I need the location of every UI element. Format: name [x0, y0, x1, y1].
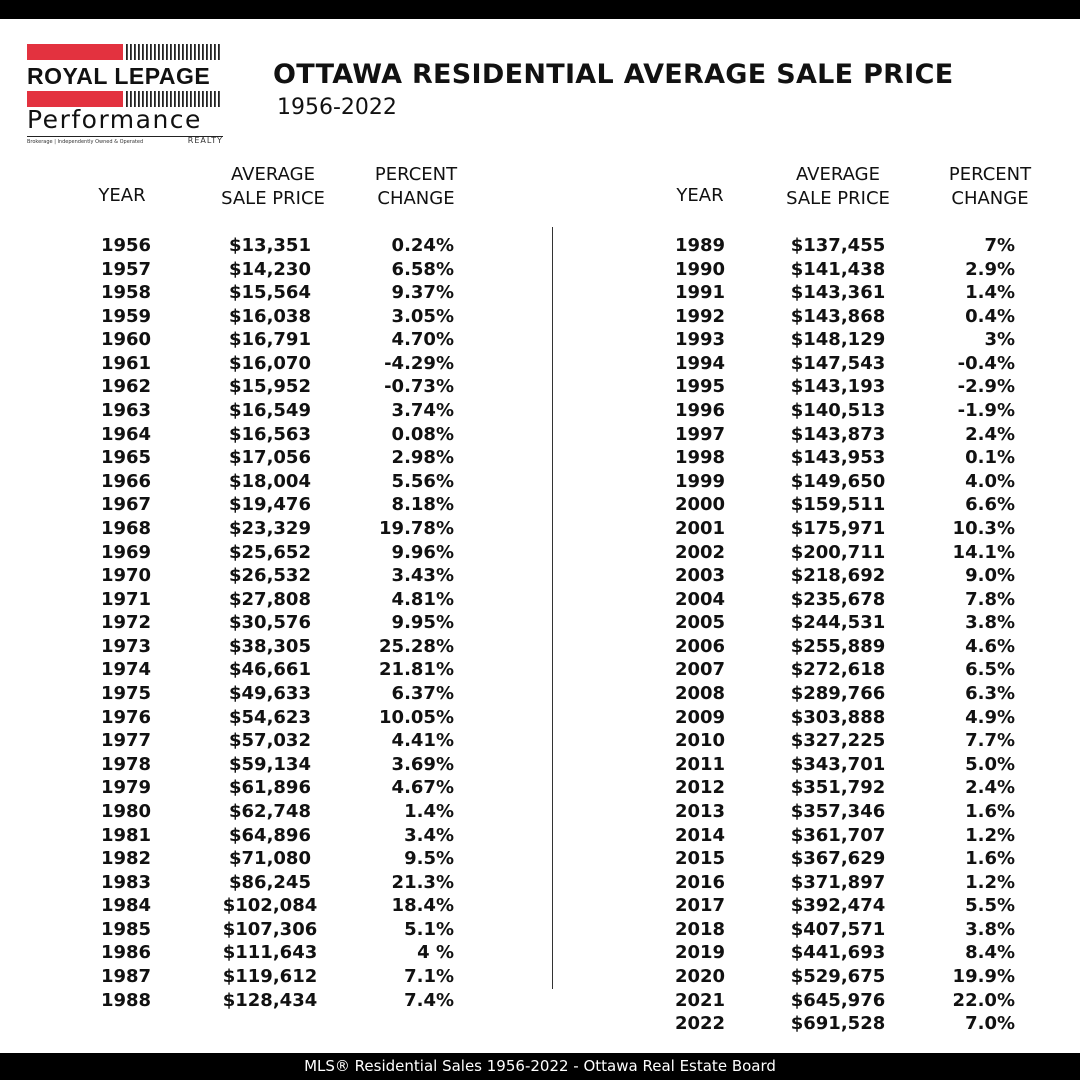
change-cell: 6.3% — [965, 683, 1015, 705]
year-cell: 2019 — [674, 942, 726, 964]
year-cell: 1964 — [100, 423, 152, 445]
price-cell: $18,004 — [229, 470, 311, 492]
price-cell: $49,633 — [229, 683, 311, 705]
change-cell: 0.08% — [391, 423, 454, 445]
price-cell: $143,873 — [790, 423, 886, 445]
change-cell: 4 % — [417, 942, 454, 964]
change-cell: 8.18% — [391, 494, 454, 516]
year-cell: 1966 — [100, 470, 152, 492]
year-cell: 2010 — [674, 730, 726, 752]
change-cell: 19.9% — [952, 965, 1015, 987]
change-cell: -4.29% — [384, 352, 454, 374]
year-cell: 1998 — [674, 447, 726, 469]
change-cell: 3.4% — [404, 824, 454, 846]
year-cell: 2012 — [674, 777, 726, 799]
change-cell: 2.4% — [965, 423, 1015, 445]
year-cell: 2007 — [674, 659, 726, 681]
change-cell: 6.58% — [391, 258, 454, 280]
header-year: YEAR — [98, 185, 146, 206]
change-cell: -1.9% — [957, 400, 1015, 422]
price-cell: $140,513 — [790, 400, 886, 422]
change-cell: 7.8% — [965, 588, 1015, 610]
year-cell: 2006 — [674, 635, 726, 657]
year-cell: 1999 — [674, 470, 726, 492]
change-cell: 1.4% — [965, 282, 1015, 304]
logo-tagline: Brokerage | Independently Owned & Operated — [27, 139, 144, 145]
price-cell: $200,711 — [790, 541, 886, 563]
price-cell: $38,305 — [229, 635, 311, 657]
price-cell: $17,056 — [229, 447, 311, 469]
change-cell: 5.56% — [391, 470, 454, 492]
change-cell: 3.74% — [391, 400, 454, 422]
year-cell: 2008 — [674, 683, 726, 705]
price-cell: $86,245 — [229, 871, 311, 893]
price-cell: $141,438 — [790, 258, 886, 280]
change-cell: 3.8% — [965, 918, 1015, 940]
year-cell: 2002 — [674, 541, 726, 563]
year-cell: 2000 — [674, 494, 726, 516]
page-title: OTTAWA RESIDENTIAL AVERAGE SALE PRICE — [273, 59, 954, 90]
year-cell: 1973 — [100, 635, 152, 657]
change-cell: 3% — [984, 329, 1015, 351]
year-cell: 1986 — [100, 942, 152, 964]
year-cell: 2018 — [674, 918, 726, 940]
change-cell: 6.5% — [965, 659, 1015, 681]
price-cell: $371,897 — [790, 871, 886, 893]
year-cell: 1959 — [100, 305, 152, 327]
year-cell: 1979 — [100, 777, 152, 799]
change-cell: 9.5% — [404, 848, 454, 870]
price-cell: $23,329 — [229, 517, 311, 539]
year-cell: 1991 — [674, 282, 726, 304]
change-cell: 4.6% — [965, 635, 1015, 657]
price-cell: $143,868 — [790, 305, 886, 327]
change-cell: 7.7% — [965, 730, 1015, 752]
year-cell: 2004 — [674, 588, 726, 610]
change-cell: 14.1% — [952, 541, 1015, 563]
change-cell: 22.0% — [952, 989, 1015, 1011]
price-cell: $147,543 — [790, 352, 886, 374]
price-cell: $27,808 — [229, 588, 311, 610]
change-cell: 9.0% — [965, 565, 1015, 587]
price-cell: $16,549 — [229, 400, 311, 422]
logo-brand: ROYAL LEPAGE — [27, 63, 211, 89]
change-cell: 0.24% — [391, 235, 454, 256]
year-cell: 1990 — [674, 258, 726, 280]
year-cell: 1970 — [100, 565, 152, 587]
page-subtitle: 1956-2022 — [277, 95, 397, 120]
price-cell: $16,070 — [229, 352, 311, 374]
price-cell: $14,230 — [229, 258, 311, 280]
year-cell: 1956 — [100, 235, 152, 256]
price-cell: $26,532 — [229, 565, 311, 587]
change-cell: 4.41% — [391, 730, 454, 752]
price-cell: $128,434 — [222, 989, 318, 1011]
logo-barcode — [126, 44, 223, 60]
change-cell: 6.37% — [391, 683, 454, 705]
change-cell: 1.2% — [965, 871, 1015, 893]
change-cell: 1.4% — [404, 800, 454, 822]
year-cell: 1992 — [674, 305, 726, 327]
change-cell: 3.05% — [391, 305, 454, 327]
price-cell: $148,129 — [790, 329, 886, 351]
price-cell: $645,976 — [790, 989, 886, 1011]
year-cell: 2009 — [674, 706, 726, 728]
price-cell: $57,032 — [229, 730, 311, 752]
year-cell: 1996 — [674, 400, 726, 422]
change-cell: 3.69% — [391, 753, 454, 775]
change-cell: 19.78% — [379, 517, 454, 539]
change-cell: 4.67% — [391, 777, 454, 799]
price-cell: $244,531 — [790, 612, 886, 634]
footer-bar — [0, 1053, 1080, 1080]
price-cell: $15,952 — [229, 376, 311, 398]
year-cell: 2015 — [674, 848, 726, 870]
year-cell: 1982 — [100, 848, 152, 870]
price-cell: $16,563 — [229, 423, 311, 445]
year-cell: 2014 — [674, 824, 726, 846]
footer-source: MLS® Residential Sales 1956-2022 - Ottawa Real Estate Board — [304, 1057, 776, 1075]
year-cell: 2003 — [674, 565, 726, 587]
change-cell: 2.98% — [391, 447, 454, 469]
logo-realty: REALTY — [187, 136, 223, 145]
year-cell: 1972 — [100, 612, 152, 634]
price-cell: $62,748 — [229, 800, 311, 822]
year-cell: 2021 — [674, 989, 726, 1011]
year-cell: 1957 — [100, 258, 152, 280]
price-cell: $149,650 — [790, 470, 886, 492]
change-cell: 9.37% — [391, 282, 454, 304]
change-cell: -0.4% — [957, 352, 1015, 374]
price-cell: $392,474 — [790, 895, 886, 917]
price-cell: $25,652 — [229, 541, 311, 563]
change-cell: 3.8% — [965, 612, 1015, 634]
change-cell: 4.0% — [965, 470, 1015, 492]
change-cell: 18.4% — [391, 895, 454, 917]
year-cell: 2013 — [674, 800, 726, 822]
price-cell: $255,889 — [790, 635, 886, 657]
price-cell: $441,693 — [790, 942, 886, 964]
price-cell: $303,888 — [790, 706, 886, 728]
year-cell: 2016 — [674, 871, 726, 893]
change-cell: 3.43% — [391, 565, 454, 587]
top-bar — [0, 0, 1080, 19]
change-cell: 7.1% — [404, 965, 454, 987]
change-cell: 4.70% — [391, 329, 454, 351]
logo-performance: Performance — [27, 105, 202, 134]
change-cell: 4.9% — [965, 706, 1015, 728]
change-cell: -0.73% — [384, 376, 454, 398]
change-cell: 5.5% — [965, 895, 1015, 917]
year-cell: 1985 — [100, 918, 152, 940]
year-cell: 1981 — [100, 824, 152, 846]
header-percent-change: PERCENT CHANGE — [374, 164, 458, 209]
change-cell: 1.6% — [965, 848, 1015, 870]
change-cell: 1.6% — [965, 800, 1015, 822]
change-cell: 7% — [984, 235, 1015, 256]
change-cell: 8.4% — [965, 942, 1015, 964]
header-percent-change: PERCENT CHANGE — [948, 164, 1032, 209]
price-cell: $71,080 — [229, 848, 311, 870]
price-cell: $159,511 — [790, 494, 886, 516]
year-cell: 1961 — [100, 352, 152, 374]
year-cell: 1988 — [100, 989, 152, 1011]
year-cell: 1984 — [100, 895, 152, 917]
change-cell: 1.2% — [965, 824, 1015, 846]
year-cell: 1977 — [100, 730, 152, 752]
change-cell: 21.3% — [391, 871, 454, 893]
year-cell: 1997 — [674, 423, 726, 445]
price-cell: $111,643 — [222, 942, 318, 964]
year-cell: 2005 — [674, 612, 726, 634]
change-cell: 2.4% — [965, 777, 1015, 799]
change-cell: 0.1% — [965, 447, 1015, 469]
price-cell: $367,629 — [790, 848, 886, 870]
price-cell: $529,675 — [790, 965, 886, 987]
year-cell: 1960 — [100, 329, 152, 351]
year-cell: 2017 — [674, 895, 726, 917]
price-cell: $143,361 — [790, 282, 886, 304]
year-cell: 1976 — [100, 706, 152, 728]
change-cell: 9.95% — [391, 612, 454, 634]
price-cell: $19,476 — [229, 494, 311, 516]
price-cell: $327,225 — [790, 730, 886, 752]
change-cell: 7.4% — [404, 989, 454, 1011]
header-year: YEAR — [676, 185, 724, 206]
price-cell: $16,791 — [229, 329, 311, 351]
year-cell: 1995 — [674, 376, 726, 398]
year-cell: 1980 — [100, 800, 152, 822]
price-cell: $143,193 — [790, 376, 886, 398]
price-cell: $107,306 — [222, 918, 318, 940]
year-cell: 2011 — [674, 753, 726, 775]
change-cell: 2.9% — [965, 258, 1015, 280]
change-cell: 10.05% — [379, 706, 454, 728]
price-cell: $15,564 — [229, 282, 311, 304]
year-cell: 1975 — [100, 683, 152, 705]
price-cell: $119,612 — [222, 965, 318, 987]
price-cell: $357,346 — [790, 800, 886, 822]
price-cell: $235,678 — [790, 588, 886, 610]
year-cell: 1969 — [100, 541, 152, 563]
year-cell: 1994 — [674, 352, 726, 374]
price-cell: $64,896 — [229, 824, 311, 846]
year-cell: 1974 — [100, 659, 152, 681]
change-cell: 21.81% — [379, 659, 454, 681]
price-cell: $143,953 — [790, 447, 886, 469]
price-cell: $361,707 — [790, 824, 886, 846]
change-cell: -2.9% — [957, 376, 1015, 398]
price-cell: $175,971 — [790, 517, 886, 539]
year-cell: 1965 — [100, 447, 152, 469]
year-cell: 1962 — [100, 376, 152, 398]
year-cell: 1963 — [100, 400, 152, 422]
header-average-sale-price: AVERAGE SALE PRICE — [221, 164, 325, 209]
change-cell: 6.6% — [965, 494, 1015, 516]
year-cell: 1978 — [100, 753, 152, 775]
price-cell: $343,701 — [790, 753, 886, 775]
year-cell: 1967 — [100, 494, 152, 516]
year-cell: 1968 — [100, 517, 152, 539]
column-divider — [552, 227, 553, 989]
price-cell: $691,528 — [790, 1013, 886, 1035]
year-cell: 1989 — [674, 235, 726, 256]
year-cell: 1958 — [100, 282, 152, 304]
logo-red-bar — [27, 44, 123, 60]
change-cell: 0.4% — [965, 305, 1015, 327]
year-cell: 1983 — [100, 871, 152, 893]
change-cell: 5.0% — [965, 753, 1015, 775]
price-cell: $54,623 — [229, 706, 311, 728]
year-cell: 2001 — [674, 517, 726, 539]
price-cell: $59,134 — [229, 753, 311, 775]
change-cell: 7.0% — [965, 1013, 1015, 1035]
price-cell: $407,571 — [790, 918, 886, 940]
price-cell: $289,766 — [790, 683, 886, 705]
price-cell: $13,351 — [229, 235, 311, 256]
price-cell: $351,792 — [790, 777, 886, 799]
year-cell: 1987 — [100, 965, 152, 987]
year-cell: 2020 — [674, 965, 726, 987]
change-cell: 5.1% — [404, 918, 454, 940]
change-cell: 4.81% — [391, 588, 454, 610]
price-cell: $102,084 — [222, 895, 318, 917]
price-cell: $16,038 — [229, 305, 311, 327]
change-cell: 25.28% — [379, 635, 454, 657]
price-cell: $272,618 — [790, 659, 886, 681]
year-cell: 2022 — [674, 1013, 726, 1035]
price-cell: $30,576 — [229, 612, 311, 634]
royal-lepage-logo — [27, 44, 227, 148]
change-cell: 9.96% — [391, 541, 454, 563]
year-cell: 1971 — [100, 588, 152, 610]
price-cell: $46,661 — [229, 659, 311, 681]
header-average-sale-price: AVERAGE SALE PRICE — [786, 164, 890, 209]
year-cell: 1993 — [674, 329, 726, 351]
price-cell: $61,896 — [229, 777, 311, 799]
price-cell: $218,692 — [790, 565, 886, 587]
change-cell: 10.3% — [952, 517, 1015, 539]
price-cell: $137,455 — [790, 235, 886, 256]
